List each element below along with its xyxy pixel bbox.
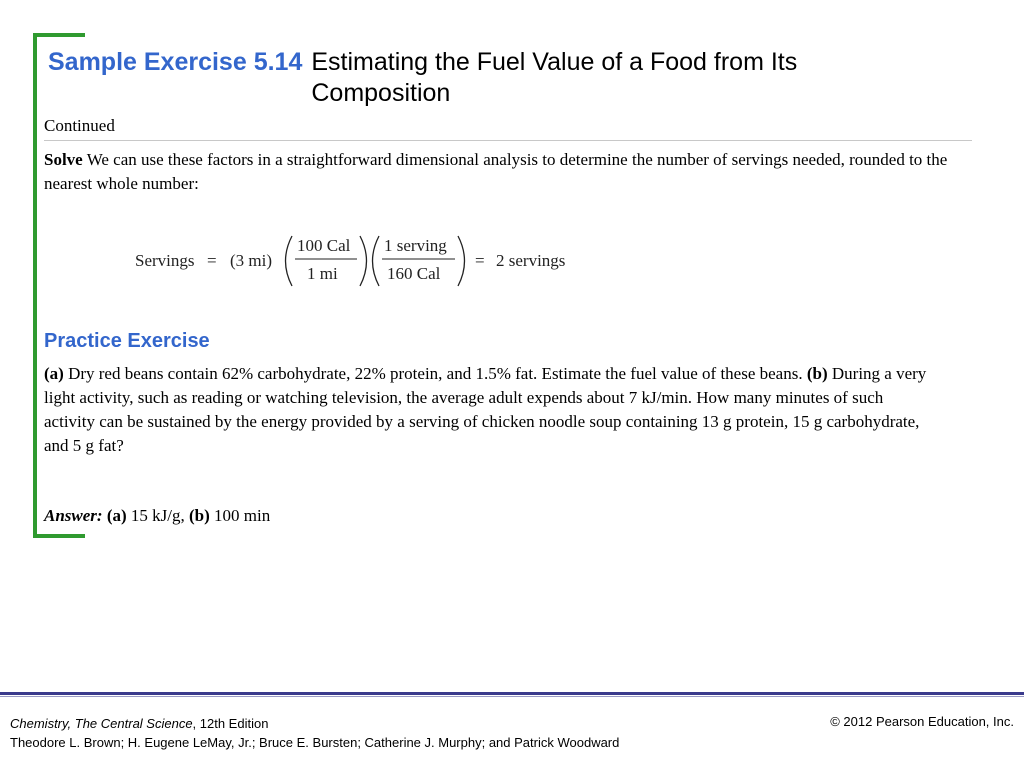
title-label: Sample Exercise 5.14 — [48, 48, 303, 76]
footer-edition: , 12th Edition — [192, 716, 269, 731]
eq-term1: (3 mi) — [230, 251, 273, 270]
footer-rule-thin — [0, 696, 1024, 697]
eq-frac2-den: 160 Cal — [387, 264, 441, 283]
solve-paragraph — [44, 148, 999, 196]
eq-equals-1: = — [207, 251, 217, 270]
eq-equals-2: = — [475, 251, 485, 270]
paren-close-2 — [458, 236, 465, 286]
eq-lhs: Servings — [135, 251, 195, 270]
paren-close-1 — [360, 236, 367, 286]
footer-citation — [10, 714, 619, 752]
slide-title — [48, 47, 948, 109]
answer-a-value: 15 kJ/g, — [130, 506, 185, 525]
solve-text: We can use these factors in a straightforward dimensional analysis to determine the number of servings needed, rounded to the nearest whole number: — [44, 150, 948, 193]
footer-book-line — [10, 714, 619, 733]
footer-authors: Theodore L. Brown; H. Eugene LeMay, Jr.; Bruce E. Bursten; Catherine J. Murphy; and Patrick Woodward — [10, 735, 620, 750]
green-bracket-vertical — [33, 33, 37, 538]
title-text: Estimating the Fuel Value of a Food from Its Composition — [311, 48, 798, 107]
green-bracket-top — [33, 33, 85, 37]
paren-open-2 — [373, 236, 380, 286]
footer-book: Chemistry, The Central Science — [10, 716, 193, 731]
eq-result: 2 servings — [496, 251, 566, 270]
practice-body — [44, 362, 934, 458]
practice-b-label: (b) — [806, 364, 828, 383]
answer-b-value: 100 min — [214, 506, 271, 525]
eq-frac2-num: 1 serving — [384, 236, 447, 255]
practice-a-text: Dry red beans contain 62% carbohydrate, 22% protein, and 1.5% fat. Estimate the fuel value of these beans. — [68, 364, 803, 383]
continued-label: Continued — [44, 116, 115, 135]
servings-equation — [135, 228, 595, 294]
answer-label: Answer: — [44, 506, 103, 525]
eq-frac1-num: 100 Cal — [297, 236, 351, 255]
footer-copyright: © 2012 Pearson Education, Inc. — [830, 714, 1014, 729]
green-bracket-bottom — [33, 534, 85, 538]
answer-b-label: (b) — [189, 506, 210, 525]
practice-title: Practice Exercise — [44, 330, 210, 352]
answer-a-label: (a) — [106, 506, 127, 525]
solve-label: Solve — [44, 150, 83, 169]
answer-line — [44, 506, 270, 526]
eq-frac1-den: 1 mi — [307, 264, 338, 283]
footer-rule — [0, 692, 1024, 695]
practice-a-label: (a) — [44, 364, 64, 383]
paren-open-1 — [286, 236, 293, 286]
divider — [44, 140, 972, 141]
practice-b-text: During a very light activity, such as reading or watching television, the average adult expends about 7 kJ/min. How many minutes of such activity can be sustained by the energy provided by a serving of chicken noodle soup containing 13 g protein, 15 g carbohydrate, and 5 g fat? — [44, 364, 927, 455]
